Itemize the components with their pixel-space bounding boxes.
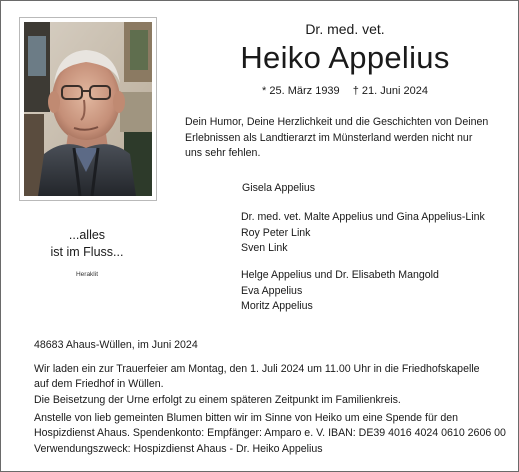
funeral-line: Die Beisetzung der Urne erfolgt zu einem späteren Zeitpunkt im Familienkreis. (34, 393, 401, 406)
academic-title: Dr. med. vet. (305, 21, 385, 37)
life-dates (182, 85, 508, 97)
tribute-line: Erlebnissen als Landtierarzt im Münsterland werden nicht nur (185, 131, 473, 144)
funeral-line: auf dem Friedhof in Wüllen. (34, 378, 164, 391)
donation-line: Verwendungszweck: Hospizdienst Ahaus - Dr. Heiko Appelius (34, 442, 323, 455)
mourner-name: Helge Appelius und Dr. Elisabeth Mangold (241, 269, 439, 281)
funeral-info (34, 362, 512, 408)
portrait-photo-frame (19, 17, 157, 201)
birth-date: * 25. März 1939 (262, 85, 340, 97)
deceased-name: Heiko Appelius (240, 40, 450, 75)
quote-author: Heraklit (75, 271, 99, 278)
mourner-name: Moritz Appelius (241, 300, 313, 313)
mourner-group (241, 210, 513, 257)
mourner-name: Gisela Appelius (242, 182, 316, 194)
tribute-line: uns sehr fehlen. (185, 147, 261, 160)
death-date: † 21. Juni 2024 (352, 85, 428, 97)
place-date: 48683 Ahaus-Wüllen, im Juni 2024 (34, 339, 198, 351)
mourner-name: Dr. med. vet. Malte Appelius und Gina Appelius-Link (241, 211, 485, 223)
quote-line: ...alles (68, 228, 106, 242)
tribute-line: Dein Humor, Deine Herzlichkeit und die Geschichten von Deinen (185, 116, 489, 128)
portrait-photo (24, 22, 152, 196)
mourner-name: Roy Peter Link (241, 226, 311, 239)
tribute-text (185, 115, 505, 162)
mourner-group (241, 181, 513, 197)
quote-line: ist im Fluss... (50, 245, 124, 259)
mourner-name: Sven Link (241, 242, 288, 255)
mourner-name: Eva Appelius (241, 284, 303, 297)
donation-line: Anstelle von lieb gemeinten Blumen bitten wir im Sinne von Heiko um eine Spende für den (34, 412, 458, 424)
donation-info (34, 411, 512, 457)
funeral-line: Wir laden ein zur Trauerfeier am Montag, den 1. Juli 2024 um 11.00 Uhr in die Friedhofskapelle (34, 363, 480, 375)
donation-line: Hospizdienst Ahaus. Spendenkonto: Empfänger: Amparo e. V. IBAN: DE39 4016 4024 0610 2606 00 (34, 427, 506, 440)
mourner-group (241, 268, 513, 315)
